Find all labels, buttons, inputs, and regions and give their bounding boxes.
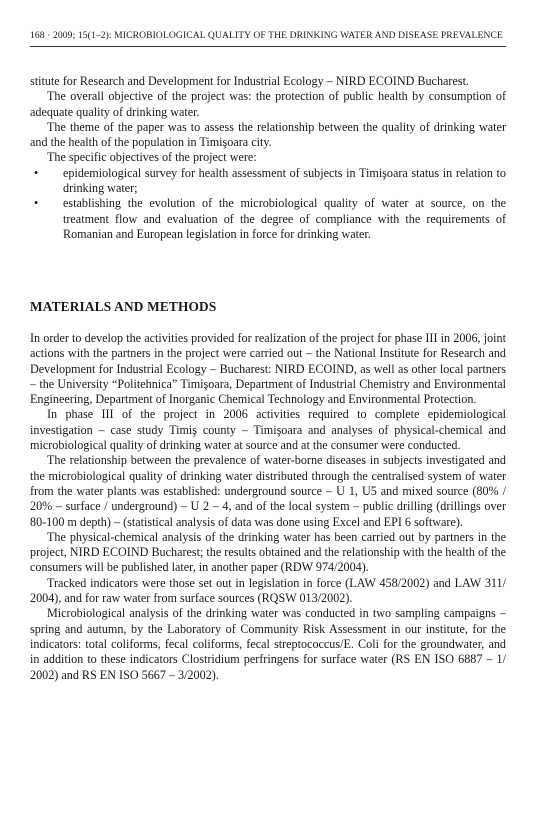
intro-paragraph-2: The overall objective of the project was: the protection of public health by consumption of adequate quality of drinking water. <box>30 89 506 119</box>
objectives-list <box>30 166 506 242</box>
methods-paragraph-2: In phase III of the project in 2006 activities required to complete epidemiological investigation – case study Timiş county – Timişoara and analyses of physical-chemical and microbiological quality of drinking water at source and at the consumer were conducted. <box>30 407 506 453</box>
header-rule <box>30 46 506 47</box>
bullet-icon: • <box>34 196 39 211</box>
intro-paragraph-3: The theme of the paper was to assess the relationship between the quality of drinking water and the health of the population in Timişoara city. <box>30 119 506 150</box>
section-heading: MATERIALS AND METHODS <box>30 299 217 314</box>
list-item <box>30 166 506 197</box>
methods-paragraph-3: The relationship between the prevalence of water-borne diseases in subjects investigated and the microbiological quality of drinking water distributed through the centralised system of water from the water plants was established: underground source – U 1, U5 and mixed source (80% / 20% – surface / underground) – U 2 – 4, and of the local system – public drilling (drillings over 80-100 m depth) – (statistical analysis of data was done using Excel and EPI 6 software). <box>30 453 506 529</box>
methods-paragraph-1: In order to develop the activities provided for realization of the project for phase III in 2006, joint actions with the partners in the project were carried out – the National Institute for Research and Development for Industrial Ecology – Bucharest: NIRD ECOIND, as well as other local partners – the University “Politehnica” Timişoara, Department of Industrial Chemistry and Environmental Engineering, Department of Inorganic Chemical Technology and Environmental Protection. <box>30 331 506 407</box>
bullet-icon: • <box>34 165 39 180</box>
intro-paragraph-4: The specific objectives of the project were: <box>47 150 257 165</box>
methods-section <box>30 331 506 683</box>
list-item-text: epidemiological survey for health assessment of subjects in Timişoara status in relation to drinking water; <box>63 165 506 196</box>
list-item <box>30 196 506 242</box>
methods-paragraph-6: Microbiological analysis of the drinking water was conducted in two sampling campaigns – spring and autumn, by the Laboratory of Community Risk Assessment in our institute, for the indicators: total coliforms, fecal coliforms, fecal streptococcus/E. Coli for the groundwater, and in addition to these indicators Clostridium perfringens for surface water (RS EN ISO 6887 – 1/ 2002) and RS EN ISO 5667 – 3/2002). <box>30 606 506 682</box>
intro-paragraph-1: stitute for Research and Development for Industrial Ecology – NIRD ECOIND Bucharest. <box>30 74 469 88</box>
methods-paragraph-5: Tracked indicators were those set out in legislation in force (LAW 458/2002) and LAW 311/ 2004), and for raw water from surface sources (RQSW 013/2002). <box>30 575 506 606</box>
list-item-text: establishing the evolution of the microbiological quality of water at source, on the treatment flow and evaluation of the degree of compliance with the requirements of Romanian and European legislation in force for drinking water. <box>63 196 506 241</box>
running-head: 168 · 2009; 15(1–2): MICROBIOLOGICAL QUALITY OF THE DRINKING WATER AND DISEASE PREVALENCE <box>30 30 503 41</box>
methods-paragraph-4: The physical-chemical analysis of the drinking water has been carried out by partners in the project, NIRD ECOIND Bucharest; the results obtained and the relationship with the health of the consumers will be published later, in another paper (RDW 974/2004). <box>30 529 506 575</box>
intro-section <box>30 74 506 242</box>
